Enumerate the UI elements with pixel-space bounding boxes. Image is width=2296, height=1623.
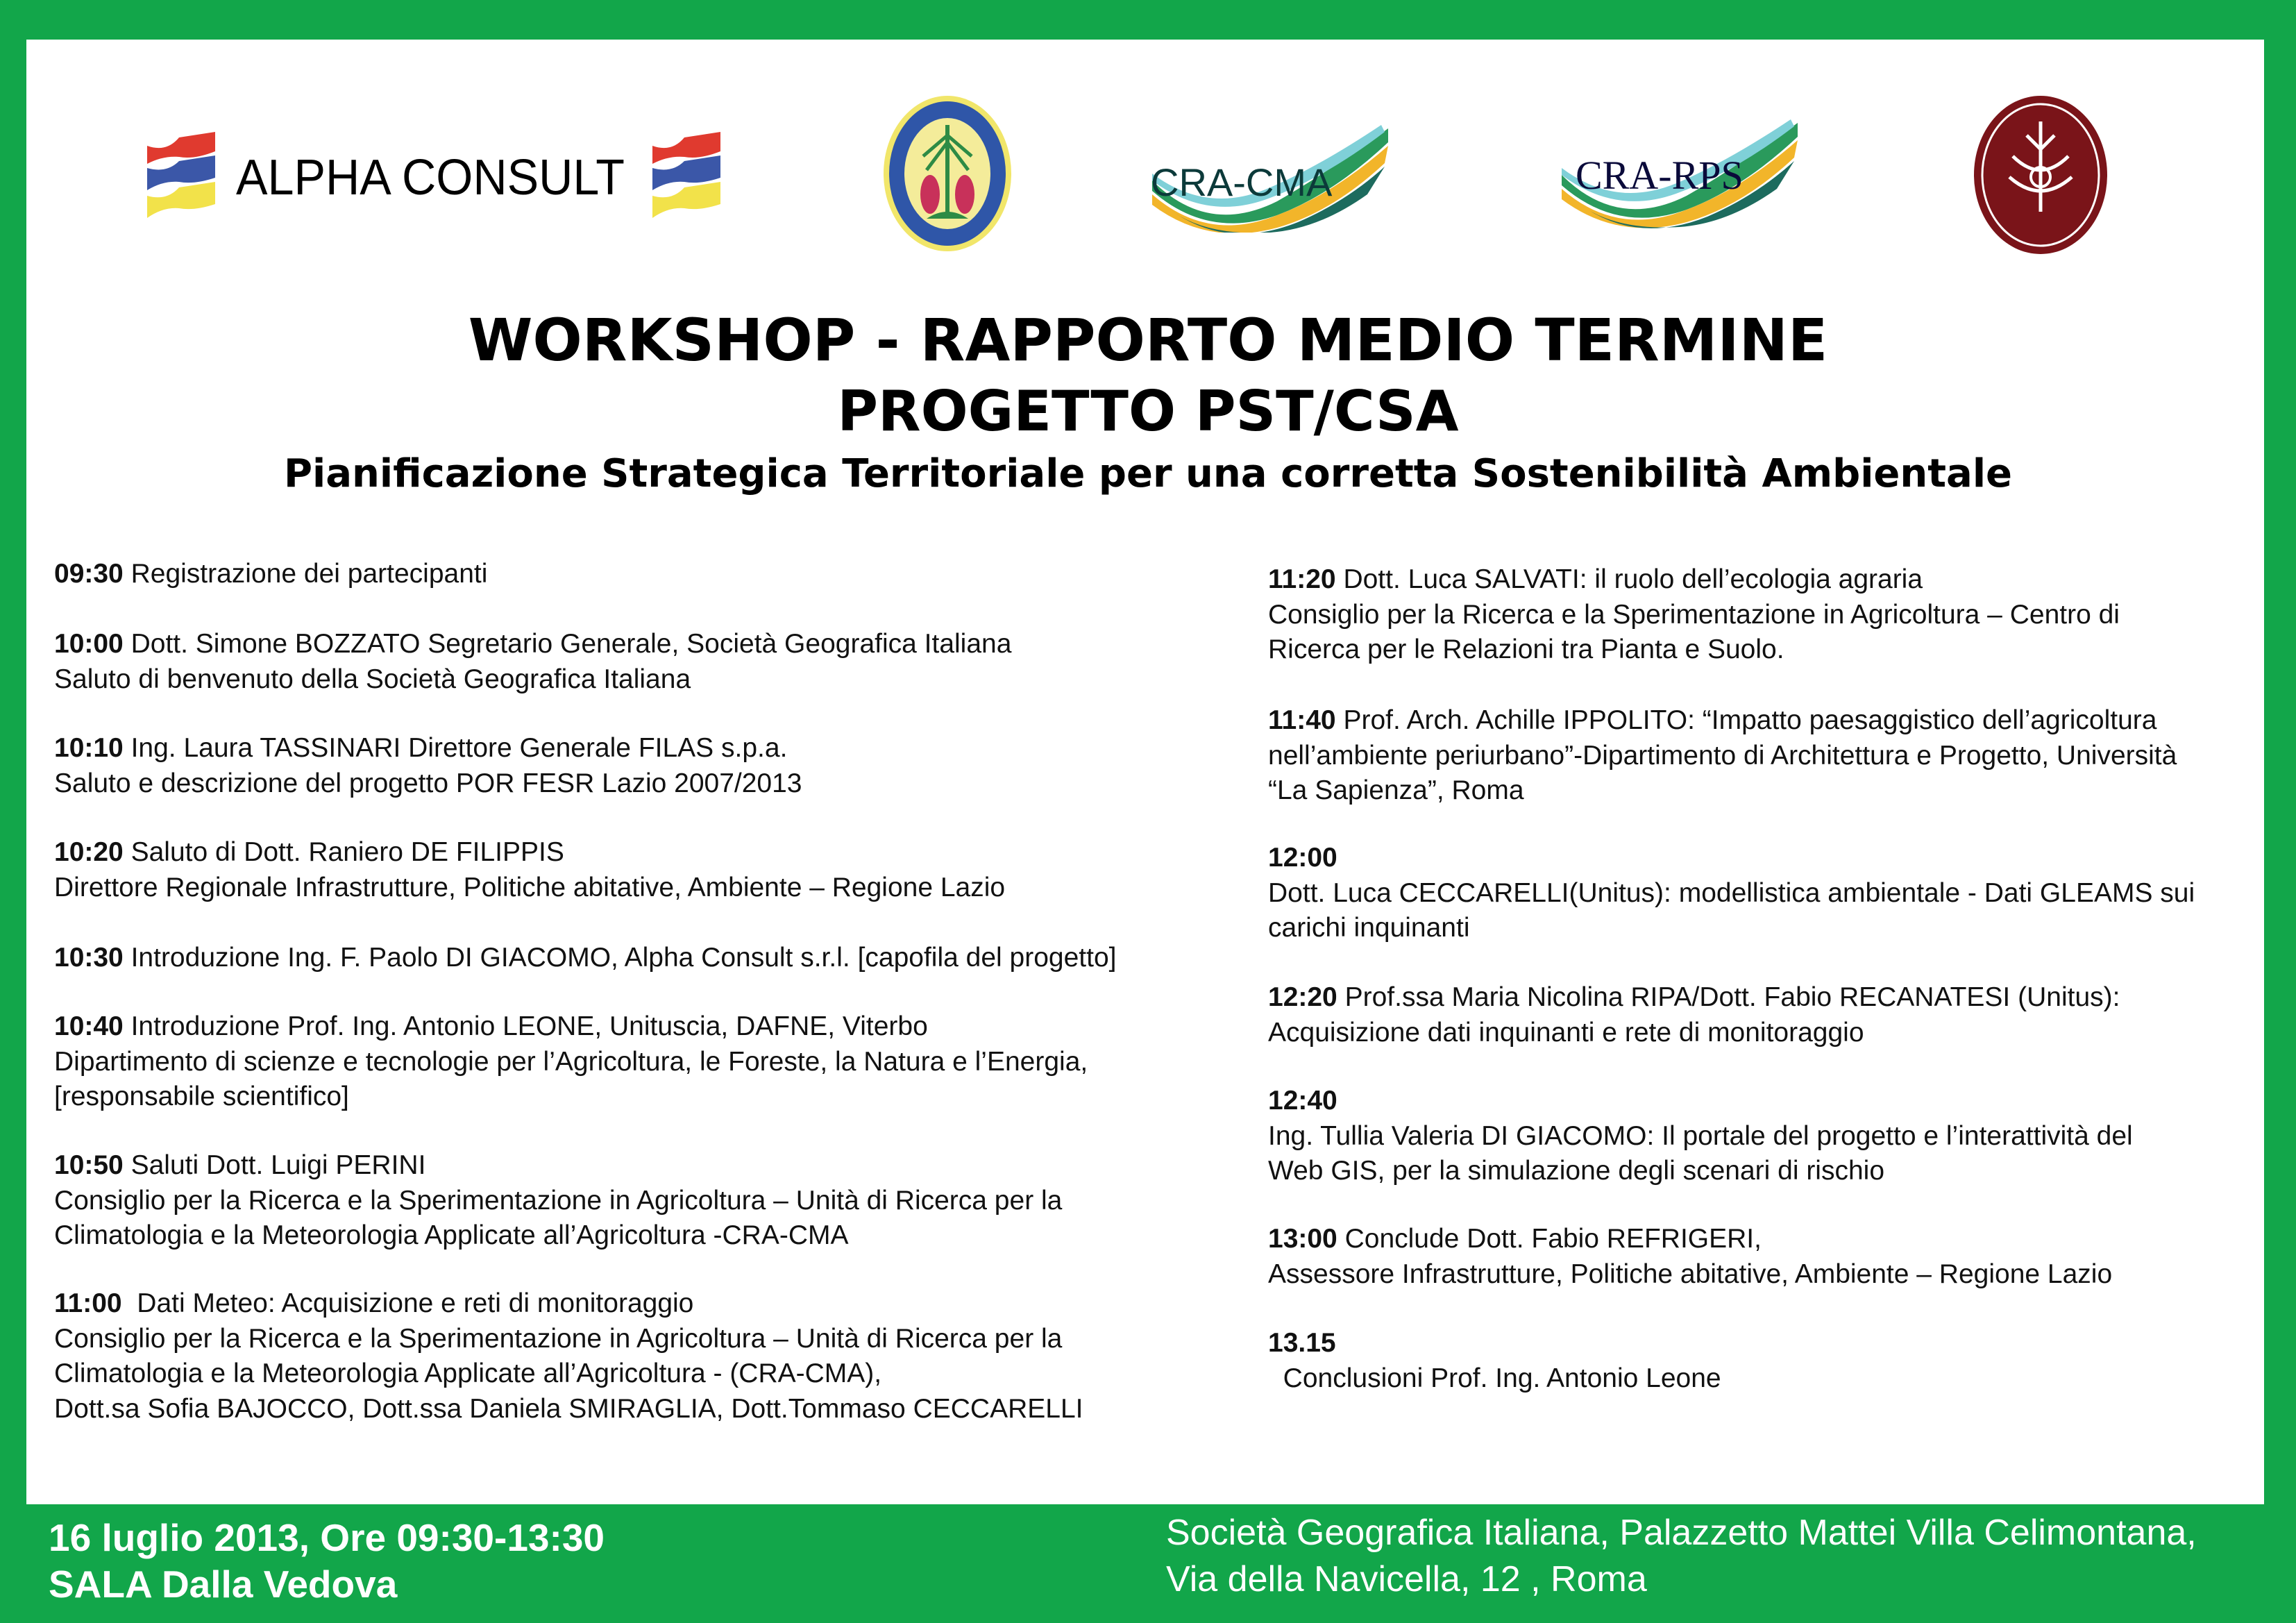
program-time: 10:40 <box>54 1011 124 1041</box>
program-line: nell’ambiente periurbano”-Dipartimento di Architettura e Progetto, Università <box>1268 740 2177 771</box>
program-text: Dott. Luca SALVATI: il ruolo dell’ecologia agraria <box>1335 564 1923 594</box>
program-item-heading <box>1268 1084 2133 1119</box>
program-line: Dott.sa Sofia BAJOCCO, Dott.ssa Daniela SMIRAGLIA, Dott.Tommaso CECCARELLI <box>54 1393 1083 1424</box>
program-line: Saluto e descrizione del progetto POR FESR Lazio 2007/2013 <box>54 768 802 798</box>
workshop-title: WORKSHOP - RAPPORTO MEDIO TERMINE <box>468 306 1828 374</box>
program-item-heading <box>54 627 1011 662</box>
program-time: 11:00 <box>54 1288 122 1318</box>
event-date: 16 luglio 2013, Ore 09:30-13:30 <box>49 1516 605 1559</box>
program-text: Prof. Arch. Achille IPPOLITO: “Impatto paesaggistico dell’agricoltura <box>1335 705 2157 735</box>
program-text: Conclude Dott. Fabio REFRIGERI, <box>1337 1224 1762 1254</box>
program-item <box>1268 562 2120 668</box>
program-line: Consiglio per la Ricerca e la Sperimentazione in Agricoltura – Unità di Ricerca per la <box>54 1323 1063 1354</box>
program-text: Dati Meteo: Acquisizione e reti di monitoraggio <box>121 1288 694 1318</box>
program-text: Introduzione Prof. Ing. Antonio LEONE, Unituscia, DAFNE, Viterbo <box>123 1011 928 1041</box>
event-address: Via della Navicella, 12 , Roma <box>1166 1559 1647 1599</box>
flag-stripes-icon <box>147 132 215 218</box>
program-time: 12:00 <box>1268 843 1337 873</box>
program-time: 09:30 <box>54 559 124 589</box>
cra-rps-logo <box>1555 119 1805 233</box>
program-time: 10:10 <box>54 733 124 763</box>
program-item-heading <box>54 557 487 592</box>
program-line: Dott. Luca CECCARELLI(Unitus): modellistica ambientale - Dati GLEAMS sui <box>1268 877 2195 908</box>
program-time: 11:40 <box>1268 705 1336 735</box>
program-item <box>54 1286 1083 1427</box>
program-item <box>1268 1222 2112 1292</box>
program-text: Saluti Dott. Luigi PERINI <box>123 1150 426 1180</box>
program-item-heading <box>1268 703 2177 739</box>
program-line: Ing. Tullia Valeria DI GIACOMO: Il portale del progetto e l’interattività del <box>1268 1120 2133 1151</box>
program-item-heading <box>1268 1326 1721 1361</box>
program-line: Conclusioni Prof. Ing. Antonio Leone <box>1268 1363 1721 1393</box>
program-item <box>54 941 1117 976</box>
program-item <box>54 1148 1062 1254</box>
program-line: Web GIS, per la simulazione degli scenari di rischio <box>1268 1156 1885 1186</box>
event-room: SALA Dalla Vedova <box>49 1563 398 1606</box>
program-item-heading <box>1268 1222 2112 1257</box>
program-line: Dipartimento di scienze e tecnologie per l’Agricoltura, le Foreste, la Natura e l’Energia, <box>54 1046 1088 1077</box>
program-time: 10:50 <box>54 1150 124 1180</box>
svg-text:ALPHA CONSULT: ALPHA CONSULT <box>236 150 625 205</box>
program-item-heading <box>54 1148 1062 1184</box>
program-time: 12:40 <box>1268 1086 1337 1116</box>
program-line: Consiglio per la Ricerca e la Sperimentazione in Agricoltura – Centro di <box>1268 599 2120 630</box>
program-time: 12:20 <box>1268 982 1337 1012</box>
program-line: “La Sapienza”, Roma <box>1268 775 1524 806</box>
program-item <box>1268 841 2195 946</box>
program-item <box>54 627 1011 697</box>
alpha-consult-logo <box>146 132 729 222</box>
program-line: Acquisizione dati inquinanti e rete di monitoraggio <box>1268 1017 1864 1048</box>
program-text: Dott. Simone BOZZATO Segretario Generale, Società Geografica Italiana <box>123 629 1012 659</box>
program-item-heading <box>1268 980 2120 1016</box>
program-line: [responsabile scientifico] <box>54 1082 349 1112</box>
program-line: Ricerca per le Relazioni tra Pianta e Suolo. <box>1268 634 1784 665</box>
program-item <box>1268 980 2120 1050</box>
program-time: 13:00 <box>1268 1224 1337 1254</box>
program-text: Registrazione dei partecipanti <box>123 559 488 589</box>
program-line: Climatologia e la Meteorologia Applicate all’Agricoltura - (CRA-CMA), <box>54 1359 882 1389</box>
program-line: Saluto di benvenuto della Società Geografica Italiana <box>54 664 691 694</box>
project-subtitle: Pianificazione Strategica Territoriale per una corretta Sostenibilità Ambientale <box>283 451 2013 496</box>
program-item-heading <box>54 1286 1083 1322</box>
program-time: 10:00 <box>54 629 124 659</box>
program-item-heading <box>1268 562 2120 598</box>
project-title: PROGETTO PST/CSA <box>837 379 1459 444</box>
program-item-heading <box>1268 841 2195 876</box>
program-item <box>1268 1084 2133 1189</box>
event-venue: Società Geografica Italiana, Palazzetto Mattei Villa Celimontana, <box>1166 1513 2197 1553</box>
program-text: Saluto di Dott. Raniero DE FILIPPIS <box>123 837 564 867</box>
program-item <box>54 1009 1088 1115</box>
program-item <box>54 557 487 592</box>
program-item-heading <box>54 731 802 766</box>
program-time: 10:20 <box>54 837 124 867</box>
program-item-heading <box>54 835 1005 871</box>
program-line: Direttore Regionale Infrastrutture, Politiche abitative, Ambiente – Regione Lazio <box>54 872 1006 902</box>
program-text: Introduzione Ing. F. Paolo DI GIACOMO, Alpha Consult s.r.l. [capofila del progetto] <box>123 943 1117 973</box>
cra-rps-text: CRA-RPS <box>1576 153 1744 198</box>
program-line: Consiglio per la Ricerca e la Sperimentazione in Agricoltura – Unità di Ricerca per la <box>54 1185 1063 1216</box>
cra-cma-logo <box>1145 125 1395 233</box>
program-item <box>1268 1326 1721 1396</box>
universitas-tusciae-seal <box>881 94 1013 253</box>
sapienza-seal <box>1971 94 2110 257</box>
program-item <box>54 731 802 801</box>
program-time: 11:20 <box>1268 564 1336 594</box>
program-text: Ing. Laura TASSINARI Direttore Generale FILAS s.p.a. <box>123 733 788 763</box>
program-item <box>54 835 1005 905</box>
program-item <box>1268 703 2177 809</box>
cra-cma-text: CRA-CMA <box>1151 160 1333 204</box>
program-text: Prof.ssa Maria Nicolina RIPA/Dott. Fabio RECANATESI (Unitus): <box>1337 982 2120 1012</box>
program-item-heading <box>54 1009 1088 1045</box>
program-item-heading <box>54 941 1117 976</box>
program-line: Assessore Infrastrutture, Politiche abitative, Ambiente – Regione Lazio <box>1268 1259 2113 1289</box>
program-line: carichi inquinanti <box>1268 913 1470 943</box>
program-time: 13.15 <box>1268 1328 1336 1358</box>
program-line: Climatologia e la Meteorologia Applicate all’Agricoltura -CRA-CMA <box>54 1220 849 1251</box>
program-time: 10:30 <box>54 943 124 973</box>
